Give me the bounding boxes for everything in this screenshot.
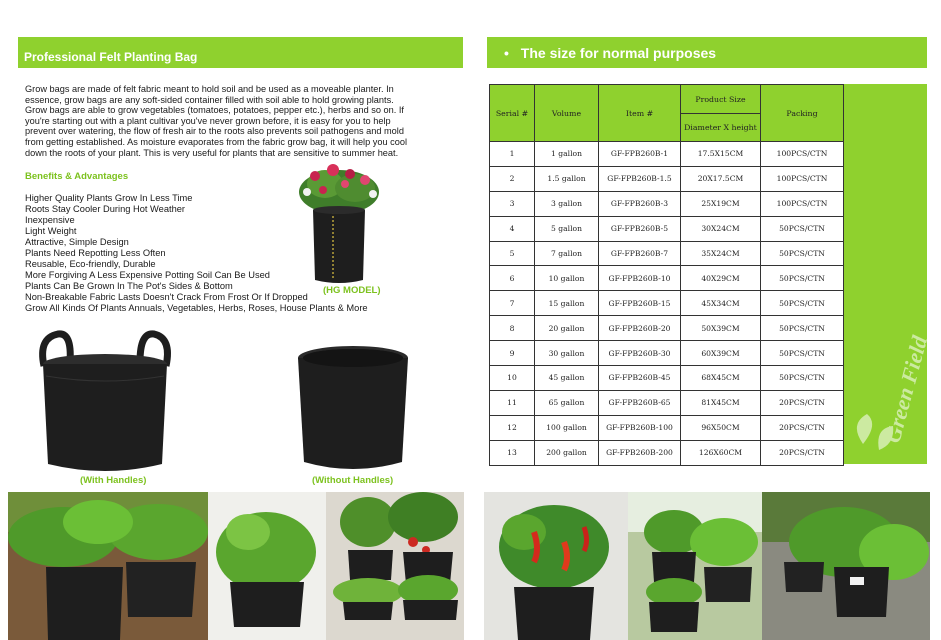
benefit-item: Plants Need Repotting Less Often xyxy=(25,248,166,258)
intro-line: Grow bags are able to grow vegetables (tomatoes, potatoes, pepper etc.), herbs and so on. If xyxy=(25,105,404,116)
volume-cell: 5 gallon xyxy=(535,216,599,241)
size-table-body xyxy=(490,142,844,466)
item-cell: GF-FPB260B-1.5 xyxy=(599,166,681,191)
item-cell: GF-FPB260B-30 xyxy=(599,341,681,366)
table-row xyxy=(490,241,844,266)
size-cell: 126X60CM xyxy=(681,440,761,465)
col-serial: Serial # xyxy=(490,85,535,142)
table-row xyxy=(490,316,844,341)
serial-cell: 7 xyxy=(490,291,535,316)
volume-cell: 100 gallon xyxy=(535,415,599,440)
right-header-title: The size for normal purposes xyxy=(520,45,717,61)
col-volume: Volume xyxy=(535,85,599,142)
item-cell: GF-FPB260B-45 xyxy=(599,366,681,391)
serial-cell: 3 xyxy=(490,191,535,216)
benefit-item: Roots Stay Cooler During Hot Weather xyxy=(25,204,186,214)
left-header-title: Professional Felt Planting Bag xyxy=(24,50,198,64)
serial-cell: 9 xyxy=(490,341,535,366)
packing-cell: 100PCS/CTN xyxy=(761,191,844,216)
hg-model-bag-photo xyxy=(295,162,383,292)
col-item: Item # xyxy=(599,85,681,142)
left-header-bar xyxy=(18,37,463,68)
watermark-text: Green Field xyxy=(879,333,933,446)
size-cell: 60X39CM xyxy=(681,341,761,366)
serial-cell: 6 xyxy=(490,266,535,291)
size-cell: 17.5X15CM xyxy=(681,142,761,167)
intro-line: prevent over watering, the flow of fresh air to the roots also prevents soil pathogens and mold xyxy=(25,126,404,137)
serial-cell: 11 xyxy=(490,390,535,415)
benefit-item: Inexpensive xyxy=(25,215,75,225)
col-diameter: Diameter X height xyxy=(681,114,761,142)
intro-line: essence, grow bags are any soft-sided container filled with soil able to hold growing plants. xyxy=(25,94,394,105)
with-handles-caption: (With Handles) xyxy=(80,475,147,486)
serial-cell: 13 xyxy=(490,440,535,465)
intro-paragraph xyxy=(25,84,445,158)
item-cell: GF-FPB260B-65 xyxy=(599,390,681,415)
table-row xyxy=(490,166,844,191)
table-row xyxy=(490,415,844,440)
packing-cell: 50PCS/CTN xyxy=(761,216,844,241)
packing-cell: 20PCS/CTN xyxy=(761,390,844,415)
volume-cell: 1.5 gallon xyxy=(535,166,599,191)
benefit-item: Attractive, Simple Design xyxy=(25,237,129,247)
item-cell: GF-FPB260B-7 xyxy=(599,241,681,266)
intro-line: Grow bags are made of felt fabric meant to hold soil and be used as a moveable planter. In xyxy=(25,84,394,94)
col-product-size: Product Size xyxy=(681,85,761,114)
header-bullet: • xyxy=(504,45,509,61)
packing-cell: 50PCS/CTN xyxy=(761,266,844,291)
item-cell: GF-FPB260B-1 xyxy=(599,142,681,167)
packing-cell: 50PCS/CTN xyxy=(761,316,844,341)
benefits-title: Benefits & Advantages xyxy=(25,171,129,182)
without-handles-caption: (Without Handles) xyxy=(312,475,394,486)
packing-cell: 50PCS/CTN xyxy=(761,366,844,391)
item-cell: GF-FPB260B-100 xyxy=(599,415,681,440)
serial-cell: 2 xyxy=(490,166,535,191)
packing-cell: 50PCS/CTN xyxy=(761,341,844,366)
item-cell: GF-FPB260B-5 xyxy=(599,216,681,241)
volume-cell: 65 gallon xyxy=(535,390,599,415)
table-row xyxy=(490,142,844,167)
item-cell: GF-FPB260B-15 xyxy=(599,291,681,316)
packing-cell: 20PCS/CTN xyxy=(761,415,844,440)
volume-cell: 7 gallon xyxy=(535,241,599,266)
hg-bag-body xyxy=(313,210,365,283)
serial-cell: 10 xyxy=(490,366,535,391)
size-table xyxy=(489,84,844,466)
volume-cell: 3 gallon xyxy=(535,191,599,216)
size-cell: 81X45CM xyxy=(681,390,761,415)
volume-cell: 1 gallon xyxy=(535,142,599,167)
table-row xyxy=(490,366,844,391)
size-cell: 45X34CM xyxy=(681,291,761,316)
intro-line: from getting established. As moisture evaporates from the fabric grow bag, it will help you cool xyxy=(25,136,407,147)
packing-cell: 50PCS/CTN xyxy=(761,241,844,266)
item-cell: GF-FPB260B-3 xyxy=(599,191,681,216)
right-plant-photo-strip xyxy=(484,492,930,640)
size-cell: 40X29CM xyxy=(681,266,761,291)
packing-cell: 50PCS/CTN xyxy=(761,291,844,316)
table-row xyxy=(490,216,844,241)
hg-model-caption: (HG MODEL) xyxy=(323,285,381,296)
packing-cell: 100PCS/CTN xyxy=(761,166,844,191)
serial-cell: 4 xyxy=(490,216,535,241)
size-cell: 68X45CM xyxy=(681,366,761,391)
volume-cell: 20 gallon xyxy=(535,316,599,341)
serial-cell: 8 xyxy=(490,316,535,341)
benefit-item: Non-Breakable Fabric Lasts Doesn't Crack From Frost Or If Dropped xyxy=(25,292,308,302)
intro-line: you're starting out with a plant cultivar you've never grown before, it is easy for you to help xyxy=(25,115,391,126)
green-field-watermark xyxy=(849,274,933,464)
table-row xyxy=(490,266,844,291)
size-cell: 25X19CM xyxy=(681,191,761,216)
benefit-item: Grow All Kinds Of Plants Annuals, Vegetables, Herbs, Roses, House Plants & More xyxy=(25,303,368,313)
col-packing: Packing xyxy=(761,85,844,142)
serial-cell: 12 xyxy=(490,415,535,440)
table-row xyxy=(490,341,844,366)
table-row xyxy=(490,390,844,415)
volume-cell: 200 gallon xyxy=(535,440,599,465)
table-row xyxy=(490,440,844,465)
size-cell: 30X24CM xyxy=(681,216,761,241)
benefit-item: Higher Quality Plants Grow In Less Time xyxy=(25,193,193,203)
volume-cell: 45 gallon xyxy=(535,366,599,391)
table-row xyxy=(490,291,844,316)
serial-cell: 5 xyxy=(490,241,535,266)
size-cell: 96X50CM xyxy=(681,415,761,440)
size-cell: 50X39CM xyxy=(681,316,761,341)
volume-cell: 10 gallon xyxy=(535,266,599,291)
right-header-bar xyxy=(487,37,927,68)
benefit-item: Plants Can Be Grown In The Pot's Sides & Bottom xyxy=(25,281,233,291)
size-cell: 35X24CM xyxy=(681,241,761,266)
benefit-item: Reusable, Eco-friendly, Durable xyxy=(25,259,156,269)
benefit-item: Light Weight xyxy=(25,226,77,236)
intro-line: down the roots of your plant. This is very useful for plants that are sensitive to summer heat. xyxy=(25,147,399,158)
packing-cell: 20PCS/CTN xyxy=(761,440,844,465)
volume-cell: 30 gallon xyxy=(535,341,599,366)
size-cell: 20X17.5CM xyxy=(681,166,761,191)
volume-cell: 15 gallon xyxy=(535,291,599,316)
bag-without-handles-photo xyxy=(294,344,412,474)
packing-cell: 100PCS/CTN xyxy=(761,142,844,167)
serial-cell: 1 xyxy=(490,142,535,167)
item-cell: GF-FPB260B-10 xyxy=(599,266,681,291)
table-row xyxy=(490,191,844,216)
left-plant-photo-strip xyxy=(8,492,464,640)
bag-with-handles-photo xyxy=(36,328,174,475)
item-cell: GF-FPB260B-20 xyxy=(599,316,681,341)
benefit-item: More Forgiving A Less Expensive Potting Soil Can Be Used xyxy=(25,270,270,280)
size-table-panel xyxy=(489,84,933,464)
item-cell: GF-FPB260B-200 xyxy=(599,440,681,465)
